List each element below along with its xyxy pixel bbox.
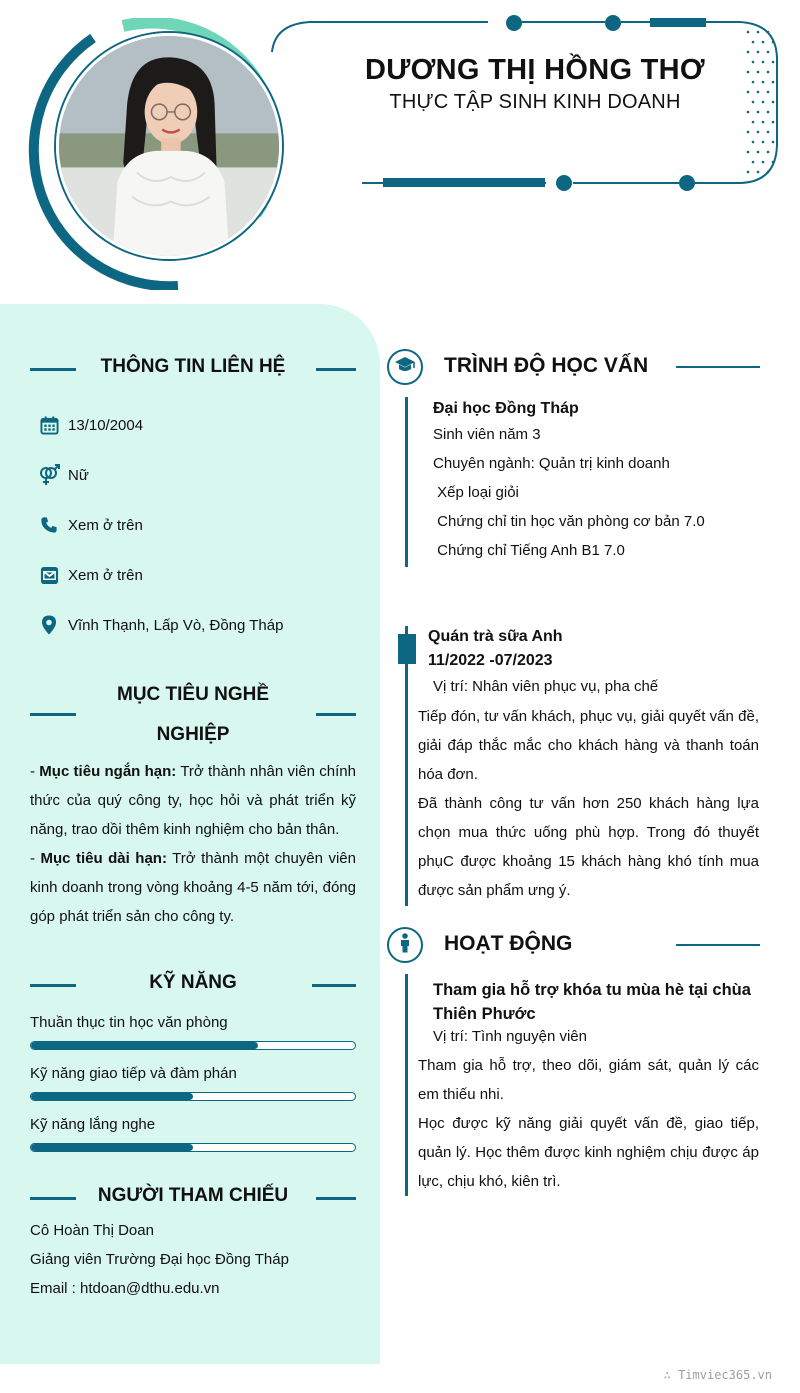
contact-birthday-text: 13/10/2004 xyxy=(68,416,144,434)
activity-position: Vị trí: Tình nguyện viên xyxy=(433,1028,587,1045)
email-icon xyxy=(38,564,60,586)
education-line: Chuyên ngành: Quản trị kinh doanh xyxy=(433,455,670,472)
skill-bar-fill xyxy=(31,1093,193,1100)
candidate-job-title: THỰC TẬP SINH KINH DOANH xyxy=(389,91,681,113)
objective-heading-line1: MỤC TIÊU NGHỀ xyxy=(117,684,269,705)
objective-short-text: Trở thành nhân viên chính thức của quý công ty, học hỏi và phát triển kỹ năng, trao dồi thêm kinh nghiệm cho bản thân. xyxy=(30,763,356,838)
skill-bar xyxy=(30,1143,356,1152)
objective-long-term: - Mục tiêu dài hạn: Trở thành một chuyên viên kinh doanh trong vòng khoảng 4-5 năm tới, đóng góp phát triển sản cho công ty. xyxy=(30,850,356,925)
contact-address-text: Vĩnh Thạnh, Lấp Vò, Đồng Tháp xyxy=(68,616,284,634)
candidate-name: DƯƠNG THỊ HỒNG THƠ xyxy=(365,54,705,86)
contact-item-gender xyxy=(38,464,89,486)
skill-bar-fill xyxy=(31,1042,258,1049)
contact-phone-text[interactable]: Xem ở trên xyxy=(68,516,143,534)
objective-long-text: Trở thành một chuyên viên kinh doanh trong vòng khoảng 4-5 năm tới, đóng góp phát triển sản cho công ty. xyxy=(30,850,356,925)
activities-heading-badge xyxy=(387,927,423,963)
activity-description: Tham gia hỗ trợ, theo dõi, giám sát, quản lý các em thiếu nhi. xyxy=(418,1057,759,1103)
skills-heading-label: KỸ NĂNG xyxy=(149,972,237,993)
avatar xyxy=(56,33,282,259)
education-heading-badge xyxy=(387,349,423,385)
contact-item-phone xyxy=(38,514,143,536)
objective-long-label: Mục tiêu dài hạn: xyxy=(40,850,167,867)
calendar-icon xyxy=(38,414,60,436)
contact-heading xyxy=(30,355,356,385)
experience-position: Vị trí: Nhân viên phục vụ, pha chế xyxy=(433,678,659,695)
avatar-frame xyxy=(18,18,290,290)
education-timeline xyxy=(405,397,408,567)
education-line: Sinh viên năm 3 xyxy=(433,426,541,443)
profile-photo xyxy=(59,36,279,256)
contact-email-text[interactable]: Xem ở trên xyxy=(68,566,143,584)
contact-item-address xyxy=(38,614,283,636)
activities-heading: HOẠT ĐỘNG xyxy=(444,932,573,955)
skill-bar xyxy=(30,1041,356,1050)
phone-icon xyxy=(38,514,60,536)
activities-timeline xyxy=(405,974,408,1196)
skill-bar-fill xyxy=(31,1144,193,1151)
objective-heading-line2: NGHIỆP xyxy=(156,724,230,745)
location-icon xyxy=(38,614,60,636)
graduation-cap-icon xyxy=(394,356,416,379)
objective-short-term: - Mục tiêu ngắn hạn: Trở thành nhân viên chính thức của quý công ty, học hỏi và phát triển kỹ năng, trao dồi thêm kinh nghiệm cho bản thân. xyxy=(30,763,356,838)
experience-marker xyxy=(398,634,416,664)
education-school: Đại học Đồng Tháp xyxy=(433,400,579,417)
education-line: Chứng chỉ Tiếng Anh B1 7.0 xyxy=(433,542,625,559)
experience-company: Quán trà sữa Anh xyxy=(428,628,563,645)
site-watermark: ∴ Timviec365.vn xyxy=(663,1368,772,1382)
contact-gender-text: Nữ xyxy=(68,466,89,484)
experience-description: Tiếp đón, tư vấn khách, phục vụ, giải quyết vấn đề, giải đáp thắc mắc cho khách hàng và thanh toán hóa đơn. xyxy=(418,708,759,783)
references-heading-label: NGƯỜI THAM CHIẾU xyxy=(97,1185,289,1206)
gender-icon xyxy=(38,464,60,486)
contact-heading-label: THÔNG TIN LIÊN HỆ xyxy=(100,356,286,377)
education-heading-rule xyxy=(676,366,760,368)
person-icon xyxy=(399,933,411,958)
education-line: Xếp loại giỏi xyxy=(433,484,519,501)
activity-title: Tham gia hỗ trợ khóa tu mùa hè tại chùa Thiên Phước xyxy=(433,981,751,1023)
references-heading xyxy=(30,1184,356,1214)
objective-short-label: Mục tiêu ngắn hạn: xyxy=(39,763,177,780)
activity-learning: Học được kỹ năng giải quyết vấn đề, giao tiếp, quản lý. Học thêm được kinh nghiệm chịu được áp lực, chịu khó, kiên trì. xyxy=(418,1115,759,1190)
experience-achievement: Đã thành công tư vấn hơn 250 khách hàng lựa chọn mua thức uống phù hợp. Trong đó thuyết phụC được khoảng 15 khách hàng khó tính mua được sản phẩm ưng ý. xyxy=(418,795,759,899)
reference-position: Giảng viên Trường Đại học Đồng Tháp xyxy=(30,1251,289,1268)
reference-email[interactable]: Email : htdoan@dthu.edu.vn xyxy=(30,1280,220,1297)
reference-name: Cô Hoàn Thị Doan xyxy=(30,1222,154,1239)
contact-item-email xyxy=(38,564,143,586)
education-line: Chứng chỉ tin học văn phòng cơ bản 7.0 xyxy=(433,513,705,530)
skills-heading xyxy=(30,971,356,1001)
skill-label: Kỹ năng lắng nghe xyxy=(30,1116,156,1133)
contact-item-birthday xyxy=(38,414,143,436)
experience-period: 11/2022 -07/2023 xyxy=(428,652,553,669)
education-heading: TRÌNH ĐỘ HỌC VẤN xyxy=(444,354,649,377)
skill-bar xyxy=(30,1092,356,1101)
skill-label: Kỹ năng giao tiếp và đàm phán xyxy=(30,1065,237,1082)
experience-timeline xyxy=(405,626,408,906)
skill-label: Thuần thục tin học văn phòng xyxy=(30,1014,228,1031)
activities-heading-rule xyxy=(676,944,760,946)
